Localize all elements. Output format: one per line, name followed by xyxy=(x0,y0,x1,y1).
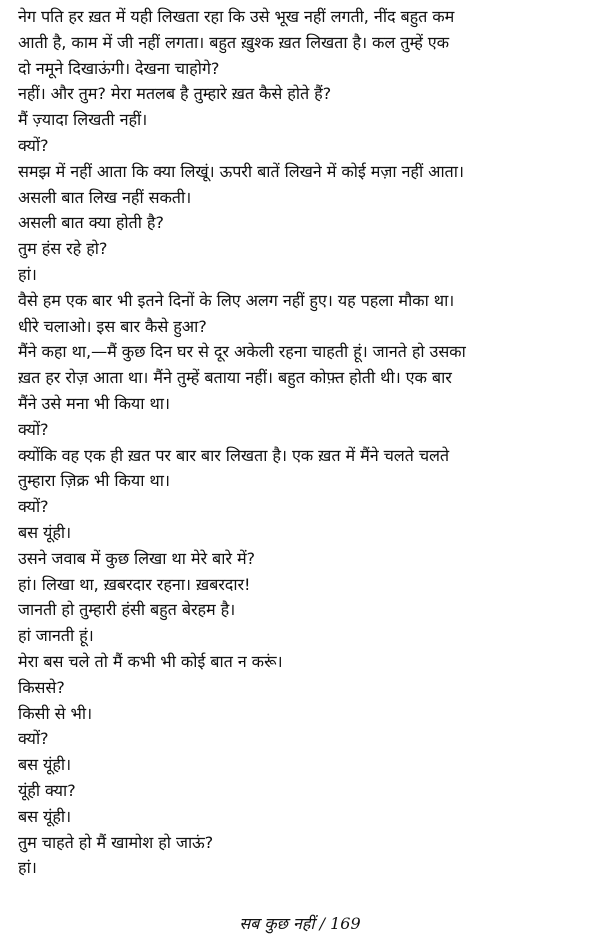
text-line: तुम चाहते हो मैं खामोश हो जाऊं? xyxy=(18,832,214,852)
text-line: हां। लिखा था, ख़बरदार रहना। ख़बरदार! xyxy=(18,574,251,594)
text-line: यूंही क्या? xyxy=(18,780,76,800)
page-number: 169 xyxy=(330,914,361,933)
text-line: दो नमूने दिखाऊंगी। देखना चाहोगे? xyxy=(18,58,220,78)
text-line: क्यों? xyxy=(18,729,49,749)
text-line: बस यूंही। xyxy=(18,522,72,542)
text-line: असली बात क्या होती है? xyxy=(18,213,164,233)
text-line: मैंने उसे मना भी किया था। xyxy=(18,393,170,413)
text-line: मैंने कहा था,—मैं कुछ दिन घर से दूर अकेली रहना चाहती हूं। जानते हो उसका xyxy=(18,342,466,362)
text-line: किससे? xyxy=(18,677,65,697)
body-text xyxy=(18,4,592,881)
text-line: हां। xyxy=(18,858,37,878)
text-line: बस यूंही। xyxy=(18,806,72,826)
text-line: आती है, काम में जी नहीं लगता। बहुत ख़ुश्क ख़त लिखता है। कल तुम्हें एक xyxy=(18,32,449,52)
text-line: ख़त हर रोज़ आता था। मैंने तुम्हें बताया नहीं। बहुत कोफ़्त होती थी। एक बार xyxy=(18,368,452,388)
text-line: बस यूंही। xyxy=(18,755,72,775)
text-line: हां। xyxy=(18,264,37,284)
text-line: तुम्हारा ज़िक्र भी किया था। xyxy=(18,471,170,491)
text-line: वैसे हम एक बार भी इतने दिनों के लिए अलग नहीं हुए। यह पहला मौका था। xyxy=(18,290,455,310)
text-line: किसी से भी। xyxy=(18,703,93,723)
text-line: मैं ज़्यादा लिखती नहीं। xyxy=(18,110,148,130)
text-line: मेरा बस चले तो मैं कभी भी कोई बात न करूं। xyxy=(18,651,283,671)
text-line: धीरे चलाओ। इस बार कैसे हुआ? xyxy=(18,316,207,336)
text-line: हां जानती हूं। xyxy=(18,626,94,646)
text-line: क्यों? xyxy=(18,497,49,517)
text-line: क्यों? xyxy=(18,419,49,439)
footer-separator: / xyxy=(319,914,325,933)
text-line: जानती हो तुम्हारी हंसी बहुत बेरहम है। xyxy=(18,600,236,620)
text-line: नेग पति हर ख़त में यही लिखता रहा कि उसे भूख नहीं लगती, नींद बहुत कम xyxy=(18,7,455,26)
page-footer xyxy=(0,912,600,934)
text-line: तुम हंस रहे हो? xyxy=(18,239,108,259)
text-line: उसने जवाब में कुछ लिखा था मेरे बारे में? xyxy=(18,548,256,568)
text-line: नहीं। और तुम? मेरा मतलब है तुम्हारे ख़त कैसे होते हैं? xyxy=(18,84,332,104)
text-line: क्यों? xyxy=(18,135,49,155)
text-line: समझ में नहीं आता कि क्या लिखूं। ऊपरी बातें लिखने में कोई मज़ा नहीं आता। xyxy=(18,161,464,181)
text-line: असली बात लिख नहीं सकती। xyxy=(18,187,192,207)
book-title: सब कुछ नहीं xyxy=(239,914,315,933)
text-line: क्योंकि वह एक ही ख़त पर बार बार लिखता है। एक ख़त में मैंने चलते चलते xyxy=(18,445,450,465)
